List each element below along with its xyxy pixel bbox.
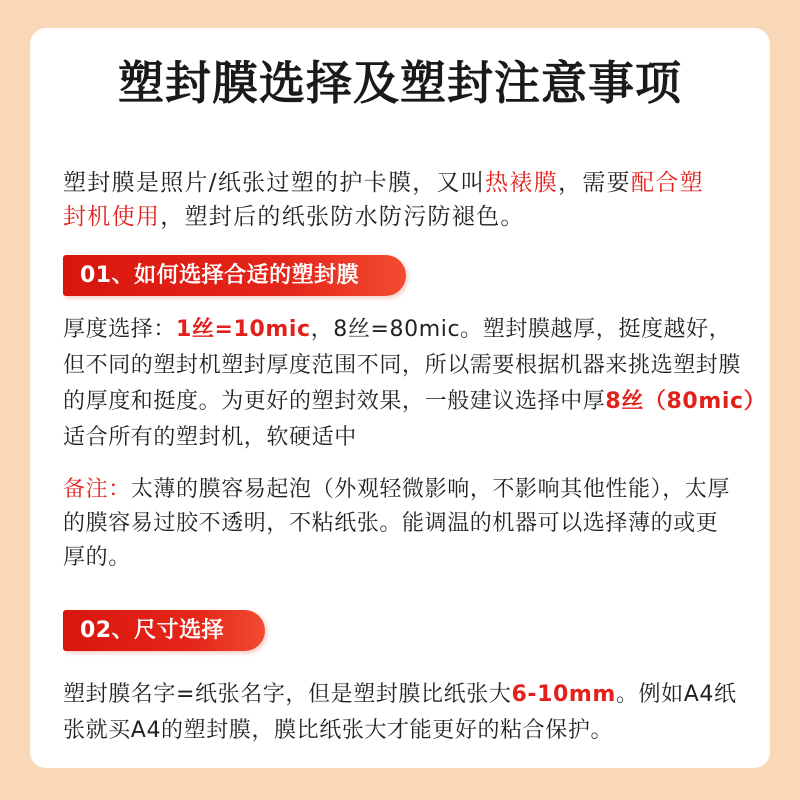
intro-paragraph: [63, 166, 704, 234]
thickness-text: ，8丝=80mic。塑封膜越厚，挺度越好，: [310, 317, 732, 342]
size-line: [63, 677, 737, 713]
thickness-text: 但不同的塑封机塑封厚度范围不同，所以需要根据机器来挑选塑封膜: [63, 353, 742, 378]
size-text: 张就买A4的塑封膜，膜比纸张大才能更好的粘合保护。: [63, 718, 614, 743]
intro-text: ，需要: [558, 170, 631, 196]
note-text: 太薄的膜容易起泡（外观轻微影响，不影响其他性能），太厚: [130, 477, 731, 502]
section-banner-size: 02、尺寸选择: [63, 610, 265, 651]
note-text: 厚的。: [63, 545, 131, 570]
size-line: [63, 713, 737, 749]
intro-line: [63, 200, 704, 234]
thickness-paragraph: [63, 312, 766, 456]
thickness-line: [63, 348, 766, 384]
thickness-text: 的厚度和挺度。为更好的塑封效果，一般建议选择中厚: [63, 389, 606, 414]
thickness-line: [63, 312, 766, 348]
intro-text: 塑封膜是照片/纸张过塑的护卡膜，又叫: [63, 170, 486, 196]
highlight-size-margin: 6-10mm: [511, 682, 616, 707]
page-title: 塑封膜选择及塑封注意事项: [118, 56, 682, 110]
note-text: 的膜容易过胶不透明，不粘纸张。能调温的机器可以选择薄的或更: [63, 511, 719, 536]
highlight-unit-conversion: 1丝=10mic: [176, 317, 311, 342]
thickness-text: 适合所有的塑封机，软硬适中: [63, 425, 357, 450]
thickness-line: [63, 384, 766, 420]
note-paragraph: [63, 473, 730, 575]
note-line: [63, 541, 730, 575]
note-line: [63, 507, 730, 541]
section-banner-thickness: 01、如何选择合适的塑封膜: [63, 255, 406, 296]
size-text: 。例如A4纸: [615, 682, 737, 707]
size-text: 塑封膜名字=纸张名字，但是塑封膜比纸张大: [63, 682, 512, 707]
size-paragraph: [63, 677, 737, 749]
thickness-line: [63, 420, 766, 456]
note-label: 备注：: [63, 477, 131, 502]
content-card: [30, 28, 770, 768]
highlight-use-with-laminator: 封机使用: [63, 204, 161, 230]
thickness-label: 厚度选择：: [63, 317, 177, 342]
intro-line: [63, 166, 704, 200]
intro-text: ，塑封后的纸张防水防污防褪色。: [160, 204, 525, 230]
note-line: [63, 473, 730, 507]
highlight-hot-mount-film: 热裱膜: [485, 170, 559, 196]
highlight-use-with-laminator: 配合塑: [630, 170, 704, 196]
highlight-recommended-thickness: 8丝（80mic）: [605, 389, 767, 414]
